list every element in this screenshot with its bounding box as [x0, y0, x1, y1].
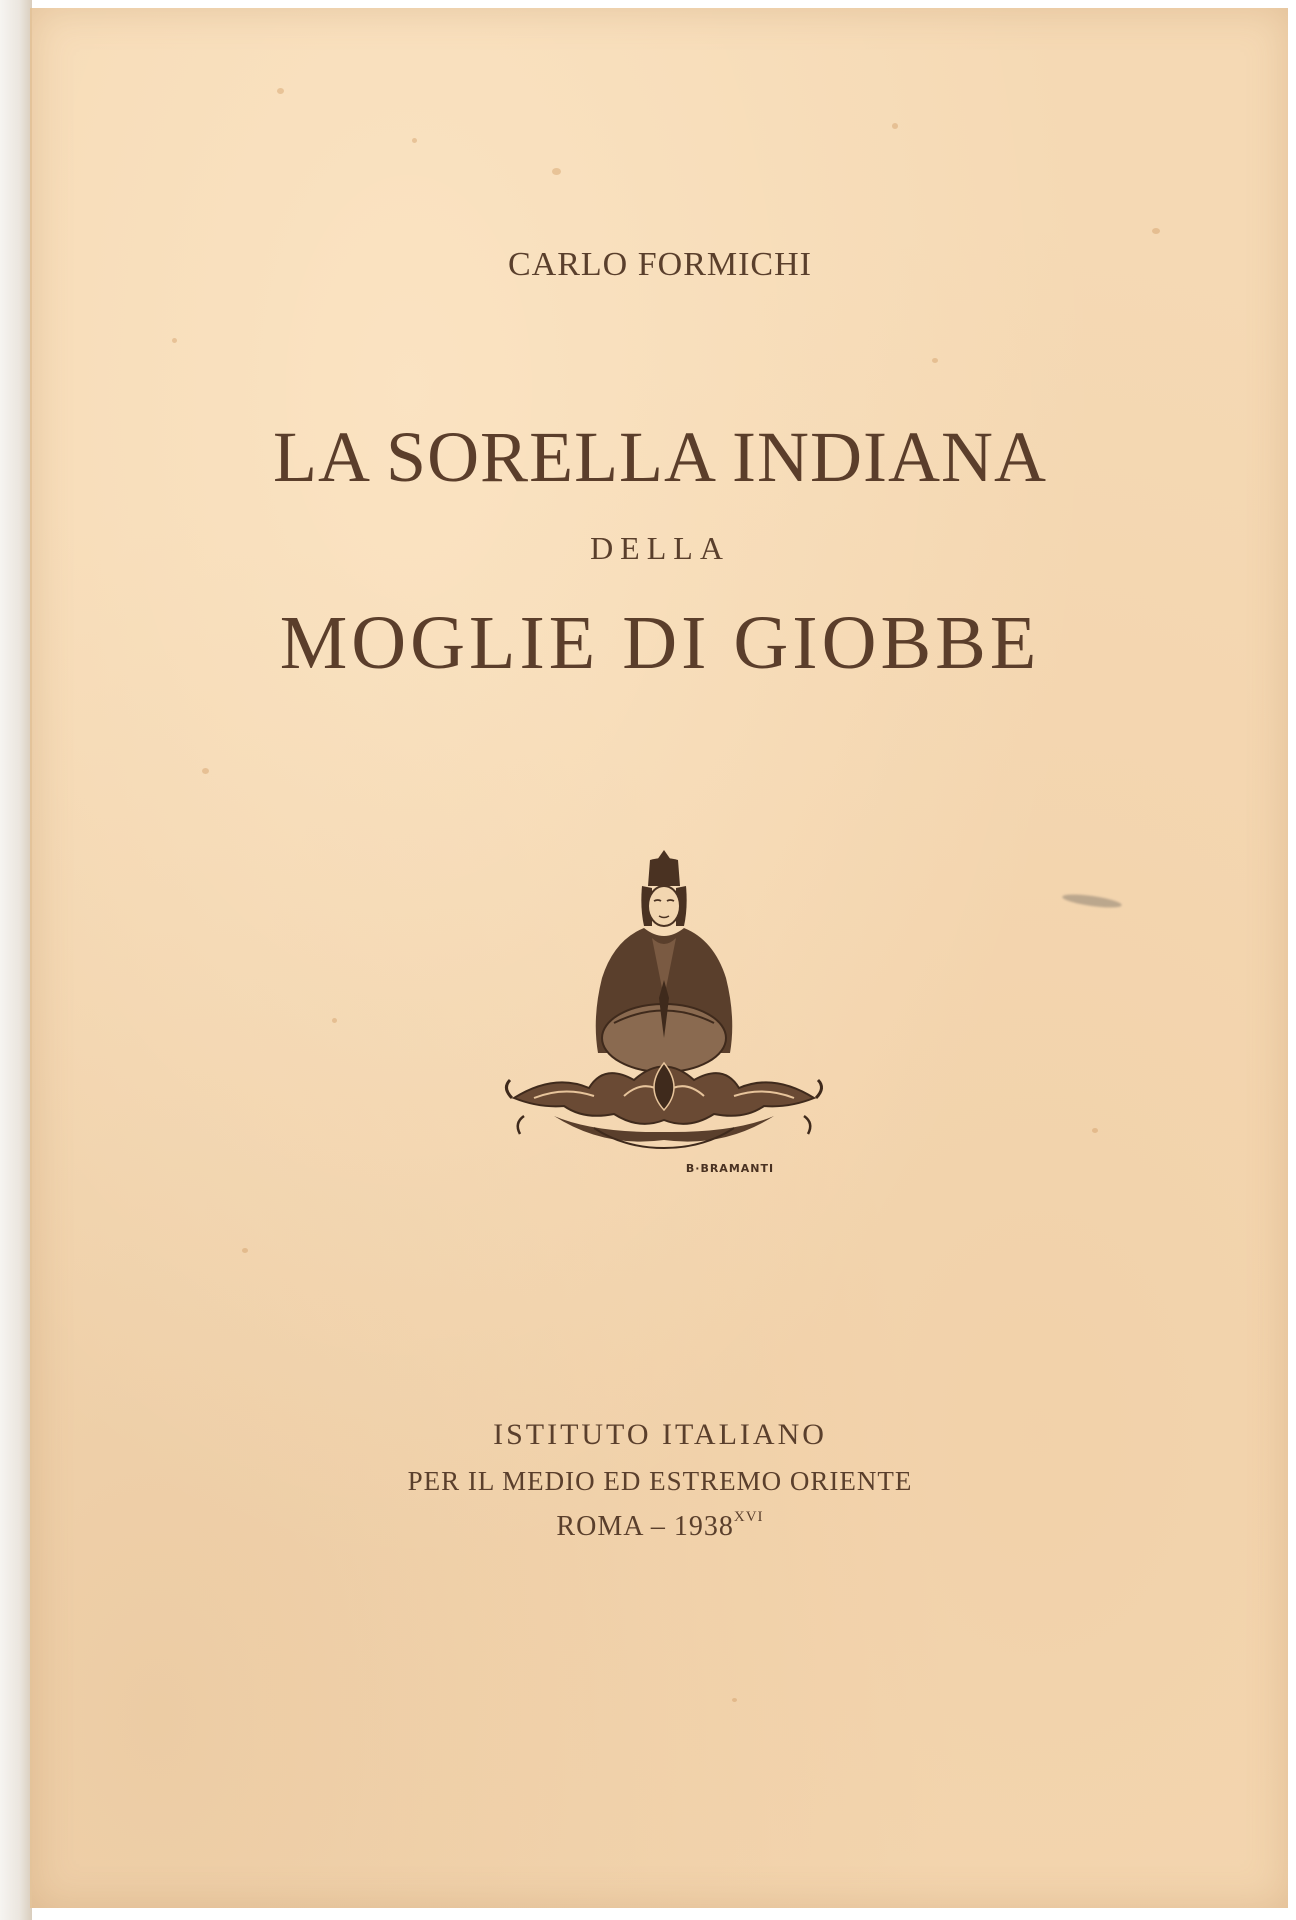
foxing-spot [732, 1698, 737, 1702]
publisher-line-1: ISTITUTO ITALIANO [493, 1418, 827, 1451]
title-line-1: LA SORELLA INDIANA [273, 417, 1047, 497]
place-year: ROMA – 1938 [556, 1511, 734, 1542]
foxing-spot [1152, 228, 1160, 234]
seated-figure-lotus-emblem [494, 848, 834, 1188]
foxing-spot [932, 358, 938, 363]
title-line-2: MOGLIE DI GIOBBE [279, 601, 1041, 685]
foxing-spot [1092, 1128, 1098, 1133]
title-connector: DELLA [590, 530, 730, 566]
illustrator-signature: B·BRAMANTI [685, 1162, 775, 1175]
book-cover [30, 8, 1288, 1908]
foxing-spot [242, 1248, 248, 1253]
fascist-era-year: XVI [733, 1508, 764, 1525]
foxing-spot [552, 168, 561, 175]
foxing-spot [332, 1018, 337, 1023]
foxing-spot [277, 88, 284, 94]
foxing-spot [412, 138, 417, 143]
foxing-spot [172, 338, 177, 343]
imprint-line [32, 1508, 1288, 1543]
foxing-spot [202, 768, 209, 774]
pencil-smudge [1062, 892, 1123, 910]
scanner-background [0, 0, 32, 1920]
foxing-spot [892, 123, 898, 129]
publisher-line-2: PER IL MEDIO ED ESTREMO ORIENTE [407, 1466, 913, 1496]
author-name: CARLO FORMICHI [508, 246, 812, 283]
